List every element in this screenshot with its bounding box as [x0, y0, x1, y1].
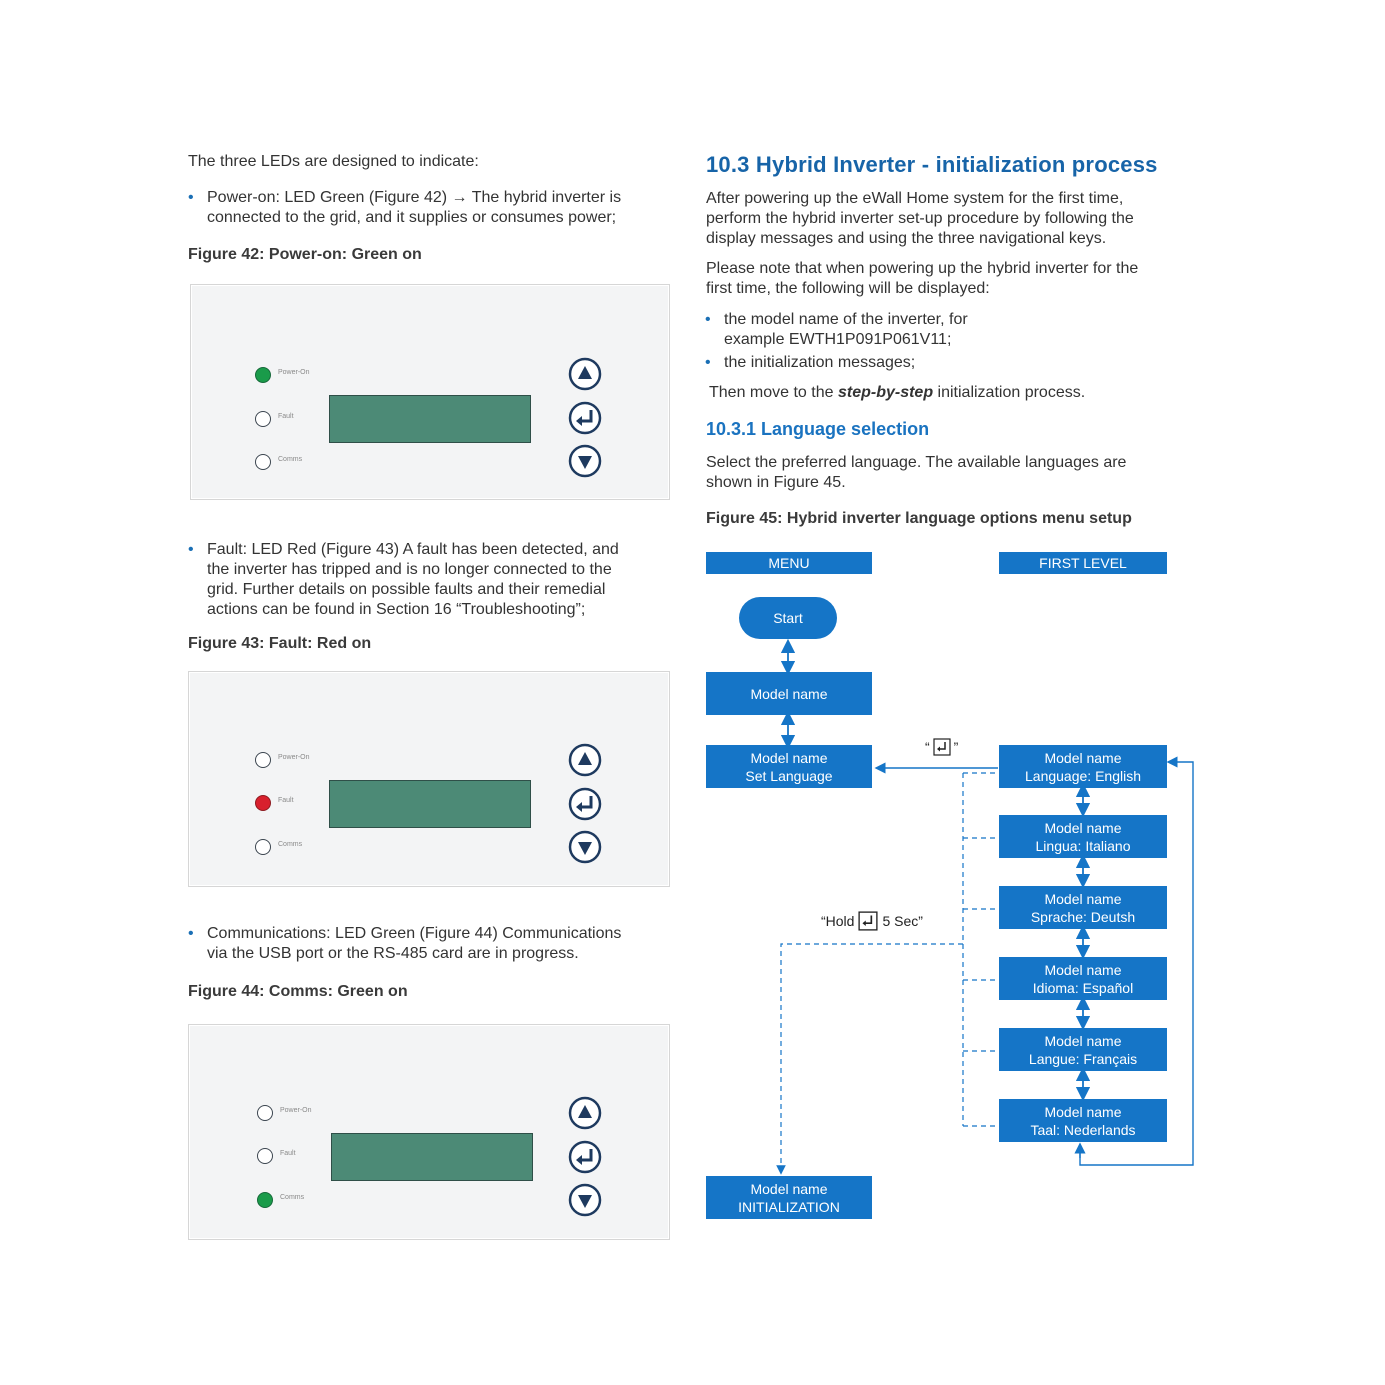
fault-label: Fault	[278, 413, 294, 420]
language-node-deutsh	[999, 886, 1167, 929]
node-line: Model name	[1044, 1103, 1122, 1120]
bullet-line: connected to the grid, and it supplies or consumes power;	[207, 209, 617, 226]
bullet-line: grid. Further details on possible faults and their remedial	[207, 581, 606, 598]
start-node: Start	[739, 597, 837, 639]
node-line: Idioma: Español	[1032, 979, 1134, 996]
paragraph-line: Please note that when powering up the hybrid inverter for the	[706, 260, 1139, 277]
figure-44-caption: Figure 44: Comms: Green on	[188, 983, 408, 1000]
paragraph-line: first time, the following will be displayed:	[706, 280, 990, 297]
paragraph-line: Select the preferred language. The available languages are	[706, 454, 1127, 471]
quote-close: ”	[953, 739, 959, 755]
node-line: Model name	[1044, 819, 1122, 836]
list-line: the initialization messages;	[724, 354, 916, 371]
bullet-line: via the USB port or the RS-485 card are in progress.	[207, 945, 579, 962]
list-line: example EWTH1P091P061V11;	[724, 331, 952, 348]
enter-key-icon	[858, 911, 878, 931]
quote-open: “	[925, 739, 930, 755]
paragraph-line: display messages and using the three navigational keys.	[706, 230, 1107, 247]
node-line: Sprache: Deutsh	[1030, 908, 1136, 925]
comms-label: Comms	[280, 1194, 305, 1201]
language-node-francais	[999, 1028, 1167, 1071]
node-line: INITIALIZATION	[738, 1198, 840, 1215]
intro-text: The three LEDs are designed to indicate:	[188, 153, 479, 170]
then-post: initialization process.	[933, 384, 1086, 401]
then-emphasis: step-by-step	[837, 384, 934, 401]
node-line: Langue: Français	[1028, 1050, 1138, 1067]
paragraph-line: After powering up the eWall Home system for the first time,	[706, 190, 1124, 207]
list-line: the model name of the inverter, for	[724, 311, 968, 328]
comms-label: Comms	[278, 456, 303, 463]
node-line: Lingua: Italiano	[1035, 837, 1131, 854]
fault-label: Fault	[278, 797, 294, 804]
bullet-dot: •	[188, 189, 194, 206]
bullet-line: the inverter has tripped and is no longer connected to the	[207, 561, 612, 578]
node-line: Model name	[750, 1180, 828, 1197]
bullet-dot: •	[188, 541, 194, 558]
language-node-english	[999, 745, 1167, 788]
node-line: Set Language	[745, 767, 833, 784]
section-title: 10.3 Hybrid Inverter - initialization process	[706, 152, 1158, 177]
bullet-line: actions can be found in Section 16 “Troubleshooting”;	[207, 601, 586, 618]
node-line: Model name	[750, 749, 828, 766]
bullet-dot: •	[188, 925, 194, 942]
set-language-node	[706, 745, 872, 788]
power-on-label: Power-On	[278, 754, 310, 761]
paragraph-line: shown in Figure 45.	[706, 474, 846, 491]
node-line: Language: English	[1025, 767, 1141, 784]
paragraph-line: perform the hybrid inverter set-up procedure by following the	[706, 210, 1134, 227]
bullet-line: Fault: LED Red (Figure 43) A fault has been detected, and	[207, 541, 619, 558]
language-node-italiano	[999, 815, 1167, 858]
subsection-title: 10.3.1 Language selection	[706, 419, 930, 439]
initialization-node	[706, 1176, 872, 1219]
language-node-espanol	[999, 957, 1167, 1000]
language-node-nederlands	[999, 1099, 1167, 1142]
hold-label	[821, 911, 923, 931]
enter-key-label	[925, 738, 958, 756]
hold-pre: “Hold	[821, 913, 855, 929]
bullet-dot: •	[705, 311, 711, 328]
bullet-dot: •	[705, 354, 711, 371]
bullet-line: Communications: LED Green (Figure 44) Communications	[207, 925, 622, 942]
figure-43-caption: Figure 43: Fault: Red on	[188, 635, 372, 652]
enter-key-icon	[933, 738, 951, 756]
dashed-to-init	[781, 944, 963, 1170]
node-line: Model name	[1044, 1032, 1122, 1049]
then-pre: Then move to the	[709, 384, 838, 401]
figure-42-caption: Figure 42: Power-on: Green on	[188, 246, 422, 263]
model-name-node: Model name	[706, 672, 872, 715]
node-line: Model name	[1044, 961, 1122, 978]
menu-header: MENU	[706, 552, 872, 574]
fault-label: Fault	[280, 1150, 296, 1157]
bullet-line: Power-on: LED Green (Figure 42) → The hybrid inverter is	[207, 189, 622, 206]
first-level-header: FIRST LEVEL	[999, 552, 1167, 574]
figure-45-caption: Figure 45: Hybrid inverter language options menu setup	[706, 510, 1132, 527]
comms-label: Comms	[278, 841, 303, 848]
node-line: Model name	[1044, 749, 1122, 766]
hold-post: 5 Sec”	[882, 913, 923, 929]
node-line: Taal: Nederlands	[1030, 1121, 1136, 1138]
power-on-label: Power-On	[278, 369, 310, 376]
node-line: Model name	[1044, 890, 1122, 907]
power-on-label: Power-On	[280, 1107, 312, 1114]
